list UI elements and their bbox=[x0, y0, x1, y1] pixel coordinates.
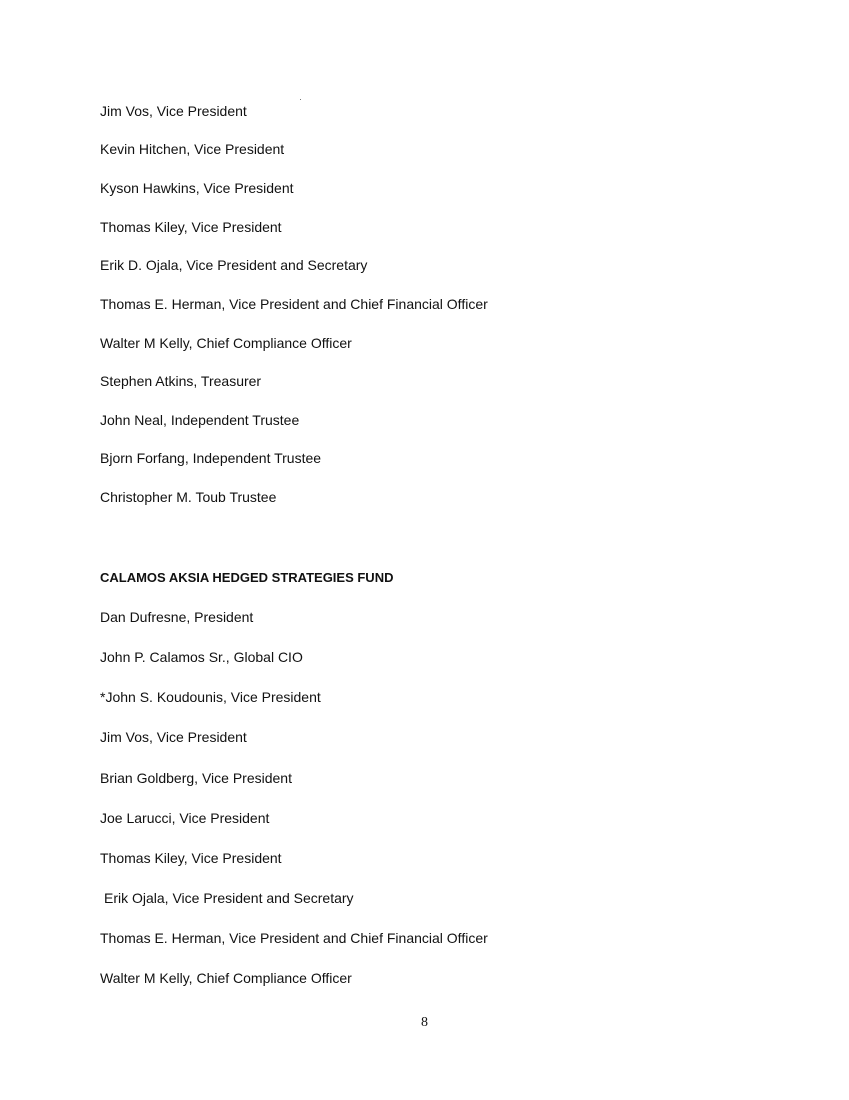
officer-entry: John Neal, Independent Trustee bbox=[100, 412, 300, 428]
officer-entry: Walter M Kelly, Chief Compliance Officer bbox=[100, 970, 352, 986]
officer-entry: Walter M Kelly, Chief Compliance Officer bbox=[100, 335, 352, 351]
fund-heading: CALAMOS AKSIA HEDGED STRATEGIES FUND bbox=[100, 570, 394, 585]
officer-entry: Brian Goldberg, Vice President bbox=[100, 770, 292, 786]
officer-entry: Thomas Kiley, Vice President bbox=[100, 850, 282, 866]
officer-entry: Kevin Hitchen, Vice President bbox=[100, 141, 285, 157]
officer-entry: Bjorn Forfang, Independent Trustee bbox=[100, 450, 322, 466]
officer-entry: Erik D. Ojala, Vice President and Secretary bbox=[100, 257, 368, 273]
officer-entry: Jim Vos, Vice President bbox=[100, 103, 247, 119]
officer-entry: Dan Dufresne, President bbox=[100, 609, 254, 625]
scan-speck bbox=[300, 99, 301, 100]
officer-entry: Christopher M. Toub Trustee bbox=[100, 489, 277, 505]
officer-entry: Thomas Kiley, Vice President bbox=[100, 219, 282, 235]
officer-entry: Erik Ojala, Vice President and Secretary bbox=[104, 890, 354, 906]
officer-entry: *John S. Koudounis, Vice President bbox=[100, 689, 321, 705]
officer-entry: Kyson Hawkins, Vice President bbox=[100, 180, 294, 196]
page-number: 8 bbox=[421, 1015, 428, 1030]
officer-entry: Joe Larucci, Vice President bbox=[100, 810, 270, 826]
officer-entry: Jim Vos, Vice President bbox=[100, 729, 247, 745]
officer-entry: Stephen Atkins, Treasurer bbox=[100, 373, 262, 389]
officer-entry: Thomas E. Herman, Vice President and Chief Financial Officer bbox=[100, 296, 488, 312]
officer-entry: John P. Calamos Sr., Global CIO bbox=[100, 649, 303, 665]
officer-entry: Thomas E. Herman, Vice President and Chief Financial Officer bbox=[100, 930, 488, 946]
